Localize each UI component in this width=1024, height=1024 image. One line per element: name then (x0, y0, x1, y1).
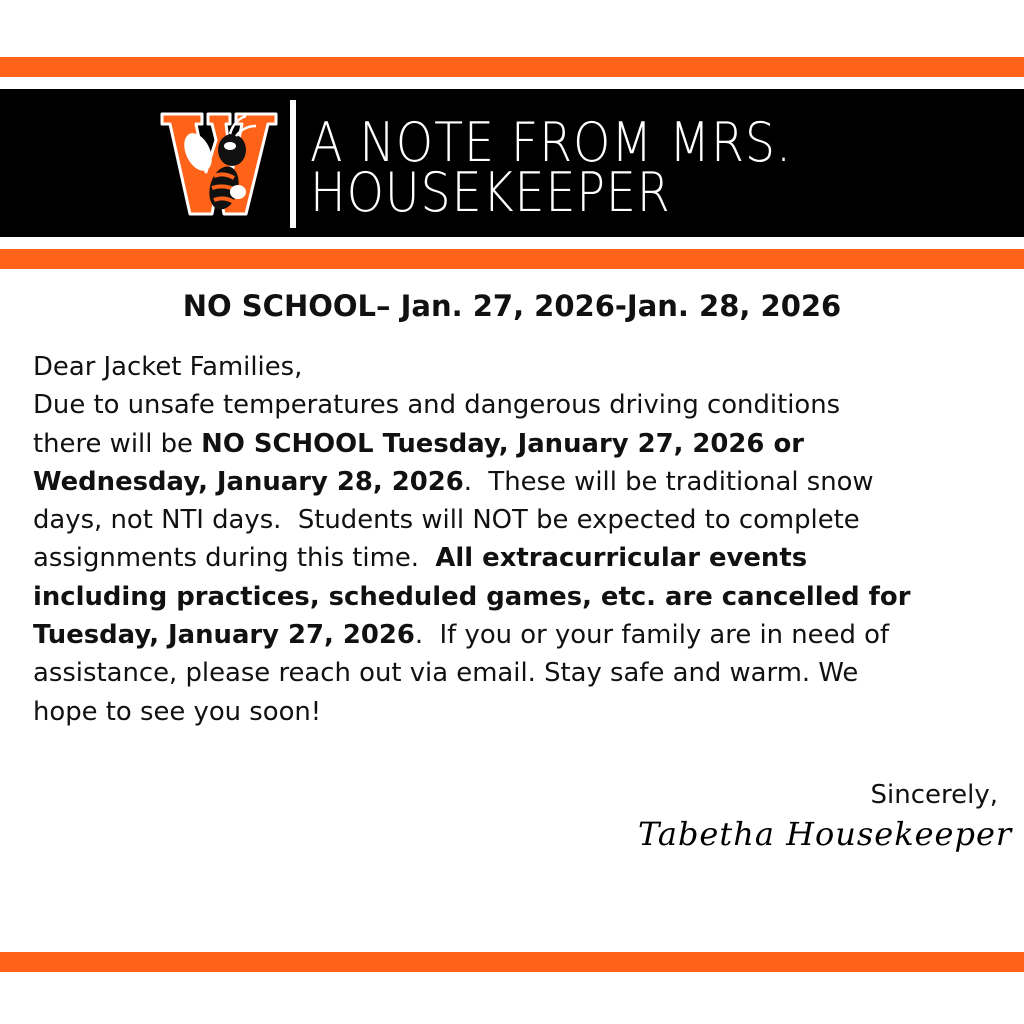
letter-line (33, 463, 1018, 501)
signature: Tabetha Housekeeper (638, 815, 1013, 853)
text: assignments during this time. (33, 543, 436, 574)
text: days, not NTI days. Students will NOT be expected to complete (33, 505, 860, 536)
letter-line (33, 578, 1018, 616)
text: . If you or your family are in need of (414, 620, 890, 651)
yellowjacket-w-logo-icon (160, 110, 278, 218)
middle-orange-stripe (0, 249, 1024, 269)
letter-closing: Sincerely, (870, 780, 998, 810)
letter-line (33, 386, 1018, 424)
text: there will be (33, 428, 202, 459)
letter-paragraph (33, 386, 1018, 731)
text: hope to see you soon! (33, 696, 322, 727)
text: assistance, please reach out via email. Stay safe and warm. We (33, 658, 859, 689)
text: . These will be traditional snow (463, 466, 874, 497)
no-school-heading: NO SCHOOL– Jan. 27, 2026-Jan. 28, 2026 (182, 289, 842, 323)
letter-line (33, 501, 1018, 539)
bold-text: All extracurricular events (435, 543, 808, 574)
top-orange-stripe (0, 57, 1024, 77)
letter-greeting: Dear Jacket Families, (33, 352, 303, 382)
banner-title-line1: A NOTE FROM MRS. (310, 111, 792, 174)
text: Due to unsafe temperatures and dangerous driving conditions (33, 390, 841, 421)
bottom-orange-stripe (0, 952, 1024, 972)
banner-title-line2: HOUSEKEEPER (310, 161, 671, 224)
letter-line (33, 693, 1018, 731)
header-divider (290, 100, 296, 228)
letter-line (33, 654, 1018, 692)
letter-line (33, 425, 1018, 463)
banner-title (310, 111, 792, 224)
bold-text: including practices, scheduled games, etc. are cancelled for (33, 581, 911, 612)
letter-line (33, 539, 1018, 577)
bold-text: Wednesday, January 28, 2026 (33, 466, 464, 497)
letter-line (33, 616, 1018, 654)
bold-text: NO SCHOOL Tuesday, January 27, 2026 or (201, 428, 804, 459)
letter-body (33, 348, 1018, 731)
bold-text: Tuesday, January 27, 2026 (33, 620, 415, 651)
